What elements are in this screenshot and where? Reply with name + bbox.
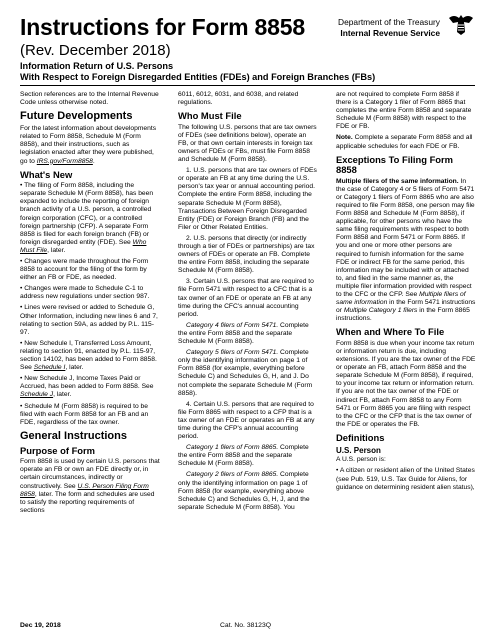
agency-line-1: Department of the Treasury — [338, 17, 440, 27]
header-divider — [20, 85, 475, 86]
whats-new-item: • Changes were made to Schedule C-1 to address new regulations under section 987. — [20, 285, 150, 301]
numbered-paragraph: 1. U.S. persons that are tax owners of FDEs or operate an FB at any time during the U.S. person's tax year or annual accounting period. Complete the entire Form 8858, including the separate Schedule M (Form 8858), Transactions Between Foreign Disregarded Entity (FDE) or Foreign Branch (FB) and the Filer or Other Related Entities. — [178, 167, 317, 231]
us-person-bullet: • A citizen or resident alien of the United States (see Pub. 519, U.S. Tax Guide for Aliens, for guidance on determining resident alien status), — [336, 467, 475, 491]
future-developments-text: For the latest information about developments related to Form 8858, Schedule M (Form 8858), and their instructions, such as legislation enacted after they were published, go to IRS.gov/Form8858. — [20, 125, 157, 165]
when-where-text: Form 8858 is due when your income tax return or information return is due, including extensions. If you are the tax owner of the FDE or operate an FB, attach Form 8858 and the separate Schedule M (Form 8858), if required, to your income tax return or information return. If you are not the tax owner of the FDE or indirect FB, attach Form 8858 to any Form 5471 or Form 8865 you are filing with respect to the CFC or the CFP that is the tax owner of the FDE or operates the FB. — [336, 339, 476, 428]
whats-new-item: • The filing of Form 8858, including the separate Schedule M (Form 8858), has been expanded to include the reporting of foreign branch activity of a U.S. person, a controlled foreign corporation (CFC), or a controlled foreign partnership (CFP). A separate Form 8858 is filed for each foreign branch (FB) or foreign disregarded entity (FDE). See Who Must File, later. — [20, 182, 154, 254]
continued-text: are not required to complete Form 8858 if there is a Category 1 filer of Form 8865 that completes the entire Form 8858 and separate Schedule M (Form 8858) with respect to the FDE or FB. — [336, 91, 472, 131]
category-paragraph: Category 5 filers of Form 5471. Complete only the identifying information on page 1 of Form 8858 (for example, everything before Schedule C) and Schedules G, H, and J. Do not complete the separate Schedule M (Form 8858). — [178, 349, 313, 397]
us-person-filing-link[interactable]: U.S. Person Filing Form 8858 — [20, 482, 149, 498]
whats-new-item: • New Schedule J, Income Taxes Paid or Accrued, has been added to Form 8858. See Schedule J, later. — [20, 375, 154, 399]
numbered-paragraph: 3. Certain U.S. persons that are required to file Form 5471 with respect to a CFC that is a tax owner of an FDE or operate an FB at any time during the CFC's annual accounting period. — [178, 278, 314, 318]
numbered-paragraph: 2. U.S. persons that directly (or indirectly through a tier of FDEs or partnerships) are tax owners of FDEs or operate an FB. Complete the entire Form 8858, including the separate Schedule M (Form 8858). — [178, 234, 315, 275]
whats-new-heading: What's New — [20, 168, 73, 180]
schedule-i-link[interactable]: Schedule I — [33, 364, 66, 372]
category-paragraph: Category 4 filers of Form 5471. Complete the entire Form 8858 and the separate Schedule M (Form 8858). — [178, 321, 309, 346]
column-3 — [336, 91, 476, 495]
definitions-heading: Definitions — [336, 431, 385, 443]
category-paragraph: Category 2 filers of Form 8865. Complete only the identifying information on page 1 of Form 8858 (for example, everything above Schedule C) and Schedules G, H, J, and the separate Schedule M (Form 8858). You — [178, 471, 310, 511]
form8858-link[interactable]: IRS.gov/Form8858 — [36, 157, 93, 165]
whats-new-item: • Changes were made throughout the Form 8858 to account for the filing of the form by either an FB or FDE, as needed. — [20, 258, 149, 282]
irs-eagle-logo-icon — [448, 12, 474, 36]
agency-line-2: Internal Revenue Service — [340, 28, 440, 38]
purpose-heading: Purpose of Form — [20, 444, 96, 456]
whats-new-item: • Schedule M (Form 8858) is required to be filed with each Form 8858 for an FB and an FDE, regardless of the tax owner. — [20, 402, 149, 426]
us-person-text: A U.S. person is: — [336, 456, 386, 464]
who-must-file-link[interactable]: Who Must File — [20, 238, 147, 254]
column-1 — [20, 91, 160, 518]
when-where-heading: When and Where To File — [336, 326, 445, 338]
footer-date: Dec 19, 2018 — [20, 622, 61, 629]
numbered-paragraph: 4. Certain U.S. persons that are required to file Form 8865 with respect to a CFP that is a tax owner of an FDE or operates an FB at any time during the CFP's annual accounting period. — [178, 400, 315, 441]
continued-text: 6011, 6012, 6031, and 6038, and related regulations. — [178, 91, 299, 107]
category-paragraph: Category 1 filers of Form 8865. Complete the entire Form 8858 and the separate Schedule M (Form 8858). — [178, 444, 309, 468]
column-2 — [178, 91, 318, 515]
who-must-file-heading: Who Must File — [178, 110, 242, 122]
schedule-j-link[interactable]: Schedule J — [20, 391, 54, 399]
multiple-filers-text: Multiple filers of the same information. In the case of Category 4 or 5 filers of Form 5471 or Category 1 filers of Form 8865 who are also required to file Form 8858, one person may file Form 8858 and Schedule M (Form 8858), if applicable, for other persons who have the same filing requirements with respect to both Form 8858 and Form 5471 or Form 8865. If you and one or more other persons are required to furnish information for the same FDE or indirect FB for the same period, this information may be included with or attached to, and filed in the same manner as, the multiple filer information provided with respect to the CFC or the CFP. See Multiple filers of same information in the Form 5471 instructions or Multiple Category 1 filers in the Form 8865 instructions. — [336, 177, 476, 323]
whats-new-item: • New Schedule I, Transferred Loss Amount, relating to section 91, enacted by P.L. 115-97, section 14102, has been added to Form 8858. See Schedule I, later. — [20, 339, 157, 372]
who-must-file-text: The following U.S. persons that are tax owners of FDEs (see definitions below), operate an FB, or that own certain interests in foreign tax owners of FDEs or FBs, must file Form 8858 and Schedule M (Form 8858). — [178, 123, 317, 164]
form-subtitle-2: With Respect to Foreign Disregarded Entities (FDEs) and Foreign Branches (FBs) — [20, 72, 376, 82]
purpose-text: Form 8858 is used by certain U.S. persons that operate an FB or own an FDE directly or, in certain circumstances, indirectly or constructively. See U.S. Person Filing Form 8858, later. The form and schedules are used to satisfy the reporting requirements of sections — [20, 458, 160, 514]
general-instructions-heading: General Instructions — [20, 429, 127, 442]
agency-block — [338, 17, 440, 39]
catalog-number: Cat. No. 38123Q — [220, 622, 272, 629]
exceptions-heading: Exceptions To Filing Form 8858 — [336, 153, 454, 176]
us-person-heading: U.S. Person — [336, 446, 381, 456]
form-subtitle-1: Information Return of U.S. Persons — [20, 61, 174, 71]
revision-date: (Rev. December 2018) — [20, 42, 171, 59]
intro-note: Section references are to the Internal Revenue Code unless otherwise noted. — [20, 91, 159, 107]
document-title: Instructions for Form 8858 — [20, 14, 305, 40]
note-paragraph: Note. Complete a separate Form 8858 and all applicable schedules for each FDE or FB. — [336, 134, 473, 150]
future-developments-heading: Future Developments — [20, 110, 133, 123]
whats-new-item: • Lines were revised or added to Schedule G, Other Information, including new lines 6 and 7, relating to section 59A, as added by P.L. 115-97. — [20, 304, 158, 336]
